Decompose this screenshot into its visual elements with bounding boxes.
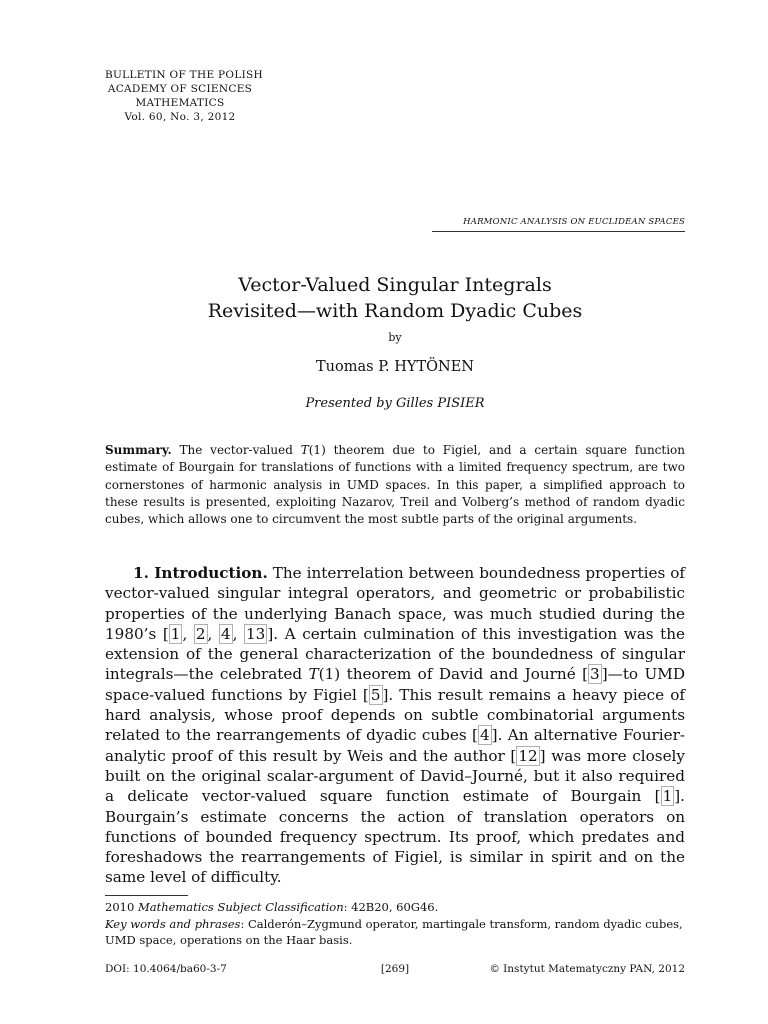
journal-header <box>105 68 263 124</box>
intro-text-3: (1) theorem of David and Journé [ <box>318 665 589 684</box>
title-line-1: Vector-Valued Singular Integrals <box>238 274 552 296</box>
title-line-2: Revisited—with Random Dyadic Cubes <box>207 300 583 322</box>
citation-link[interactable]: 3 <box>590 665 600 684</box>
summary-math-t: T <box>300 443 309 457</box>
intro-math-t: T <box>308 665 319 684</box>
citation-link[interactable]: 12 <box>518 746 538 765</box>
keywords-value: : Calderón–Zygmund operator, martingale transform, random dyadic cubes, UMD space, operations on the Haar basis. <box>105 916 683 947</box>
msc-footnote <box>105 899 685 916</box>
journal-line-3: MATHEMATICS <box>135 97 225 109</box>
intro-text-7: ] was more closely built on the original scalar-argument of David–Journé, but it also required a delicate vector-valued square function estimate of Bourgain [ <box>105 746 685 806</box>
intro-text-1: The interrelation between boundedness properties of vector-valued singular integral operators, and geometric or probabilistic properties of the underlying Banach space, was much studied during the 1980’s [ <box>105 564 685 643</box>
keywords-label: Key words and phrases <box>105 916 241 931</box>
intro-text-8: ]. Bourgain’s estimate concerns the action of translation operators on functions of bounded frequency spectrum. Its proof, which predates and foreshadows the rearrangements of Figiel, is similar in spirit and on the same level of difficulty. <box>105 787 685 887</box>
section-rule <box>432 231 685 232</box>
footnote-rule <box>105 895 188 896</box>
presented-by: Presented by Gilles PISIER <box>305 396 485 411</box>
intro-heading: 1. Introduction. <box>133 564 268 582</box>
keywords-footnote <box>105 916 685 949</box>
citation-link[interactable]: 5 <box>370 685 381 704</box>
introduction-paragraph <box>105 563 685 888</box>
citation-link[interactable]: 4 <box>479 726 490 745</box>
citation-link[interactable]: 1 <box>662 787 673 806</box>
summary-text-1: The vector-valued <box>171 443 301 457</box>
msc-year: 2010 <box>105 900 138 914</box>
summary-heading: Summary. <box>105 443 172 457</box>
citation-link[interactable]: 4 <box>220 624 231 643</box>
citation-link[interactable]: 1 <box>170 624 181 643</box>
summary-text-2: (1) theorem due to Figiel, and a certain square function estimate of Bourgain for translations of functions with a limited frequency spectrum, are two cornerstones of harmonic analysis in UMD spaces. In this paper, a simplified approach to these results is presented, exploiting Nazarov, Treil and Volberg’s method of random dyadic cubes, which allows one to circumvent the most subtle parts of the original arguments. <box>105 443 686 527</box>
citation-separator: , <box>207 624 219 643</box>
intro-text-6: ]. An alternative Fourier-analytic proof of this result by Weis and the author [ <box>105 726 685 765</box>
paper-title <box>105 272 685 324</box>
journal-line-2: ACADEMY OF SCIENCES <box>107 83 253 95</box>
msc-value: : 42B20, 60G46. <box>343 900 439 914</box>
page-number: [269] <box>380 963 410 975</box>
citation-link[interactable]: 13 <box>246 624 266 643</box>
intro-text-4: ]—to UMD space-valued functions by Figiel [ <box>105 665 686 704</box>
citation-separator: , <box>182 624 194 643</box>
intro-text-5: ]. This result remains a heavy piece of hard analysis, whose proof depends on subtle combinatorial arguments related to the rearrangements of dyadic cubes [ <box>105 685 685 745</box>
intro-text-2: ]. A certain culmination of this investigation was the extension of the general characterization of the boundedness of singular integrals—the celebrated <box>105 624 685 684</box>
citation-link[interactable]: 2 <box>195 624 206 643</box>
section-label: HARMONIC ANALYSIS ON EUCLIDEAN SPACES <box>463 217 685 227</box>
by-label: by <box>388 331 402 344</box>
journal-line-1: BULLETIN OF THE POLISH <box>105 69 263 81</box>
summary-paragraph <box>105 442 685 528</box>
msc-label: Mathematics Subject Classification <box>137 900 344 914</box>
doi: DOI: 10.4064/ba60-3-7 <box>105 963 227 975</box>
author-name: Tuomas P. HYTÖNEN <box>316 359 474 375</box>
journal-volume: Vol. 60, No. 3, 2012 <box>124 111 236 123</box>
footnotes <box>105 899 685 949</box>
citation-separator: , <box>232 624 245 643</box>
copyright: © Instytut Matematyczny PAN, 2012 <box>489 963 685 975</box>
